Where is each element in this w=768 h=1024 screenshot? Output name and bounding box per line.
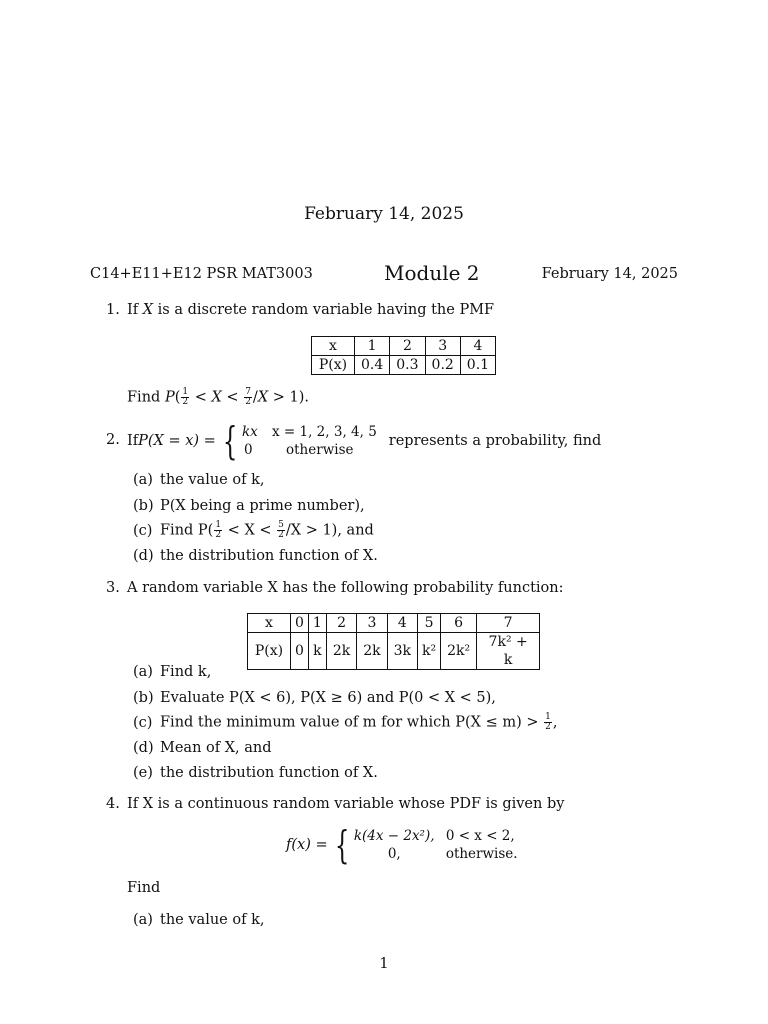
question-2-number: 2. [106, 432, 120, 448]
piecewise-cases: k(4x − 2x²), 0 < x < 2, 0, otherwise. [353, 828, 518, 862]
table-cell: 3k [387, 633, 417, 670]
sub-text: Evaluate P(X < 6), P(X ≥ 6) and P(0 < X < 5), [160, 690, 496, 706]
sub-label: (e) [133, 765, 153, 781]
question-4-pdf: f(x) = { k(4x − 2x²), 0 < x < 2, 0, otherwise. [286, 823, 518, 867]
table-cell: 6 [441, 614, 477, 633]
sub-text: the distribution function of X. [160, 548, 378, 564]
fraction: $\frac{1}{2}$ [215, 520, 222, 540]
table-cell: 0.4 [355, 356, 390, 375]
sub-label: (a) [133, 664, 153, 680]
question-1-pmf-table [311, 336, 496, 375]
table-cell: 0.3 [390, 356, 425, 375]
table-cell: 7 [477, 614, 540, 633]
sub-text: Find P( $\frac{1}{2}$ < X < $\frac{5}{2}$ /X > 1), and [160, 520, 374, 540]
fraction: $\frac{1}{2}$ [545, 712, 551, 732]
document-date: February 14, 2025 [304, 204, 464, 224]
table-cell: k [308, 633, 326, 670]
table-cell: 1 [308, 614, 326, 633]
table-cell: k² [418, 633, 441, 670]
table-row [312, 356, 496, 375]
sub-label: (d) [133, 548, 154, 564]
sub-label: (a) [133, 912, 153, 928]
question-3-number: 3. [106, 580, 120, 596]
module-title: Module 2 [384, 261, 480, 285]
sub-label: (c) [133, 715, 153, 731]
table-cell: 4 [460, 337, 495, 356]
sub-text: Mean of X, and [160, 740, 272, 756]
question-3-text: A random variable X has the following probability function: [127, 580, 564, 596]
fraction: $\frac{5}{2}$ [278, 520, 284, 540]
table-cell: 0.2 [425, 356, 460, 375]
table-cell: 2 [326, 614, 356, 633]
table-cell: 2k² [441, 633, 477, 670]
table-cell: x [248, 614, 291, 633]
question-4-number: 4. [106, 796, 120, 812]
sub-text: P(X being a prime number), [160, 498, 365, 514]
table-cell: 3 [425, 337, 460, 356]
table-cell: 5 [418, 614, 441, 633]
course-code: C14+E11+E12 PSR MAT3003 [90, 266, 313, 282]
left-brace-icon: { [222, 419, 238, 463]
sub-text: Find the minimum value of m for which P(X ≤ m) > $\frac{1}{2}$ , [160, 712, 558, 732]
table-cell: 4 [387, 614, 417, 633]
sub-label: (d) [133, 740, 154, 756]
sub-label: (a) [133, 472, 153, 488]
table-cell: 7k² + k [477, 633, 540, 670]
table-cell: 2 [390, 337, 425, 356]
question-4-text: If X is a continuous random variable whose PDF is given by [127, 796, 565, 812]
question-1-find: Find P( $\frac{1}{2}$ < X < $\frac{7}{2}$ /X > 1). [127, 387, 309, 407]
sub-label: (c) [133, 523, 153, 539]
table-cell: P(x) [312, 356, 355, 375]
question-1-number: 1. [106, 302, 120, 318]
sub-text: the distribution function of X. [160, 765, 378, 781]
sub-label: (b) [133, 498, 154, 514]
table-cell: 3 [357, 614, 387, 633]
table-row [248, 633, 540, 670]
table-row [312, 337, 496, 356]
table-cell: x [312, 337, 355, 356]
header-date: February 14, 2025 [541, 266, 678, 282]
question-4-find: Find [127, 880, 161, 896]
sub-text: the value of k, [160, 912, 265, 928]
table-cell: 0 [291, 614, 309, 633]
question-1-text: If X is a discrete random variable having the PMF [127, 302, 495, 318]
table-cell: P(x) [248, 633, 291, 670]
piecewise-cases: kx x = 1, 2, 3, 4, 5 0 otherwise [242, 424, 377, 458]
sub-text: the value of k, [160, 472, 265, 488]
left-brace-icon: { [334, 823, 349, 867]
table-cell: 0.1 [460, 356, 495, 375]
table-cell: 2k [326, 633, 356, 670]
table-cell: 0 [291, 633, 309, 670]
fraction: $\frac{1}{2}$ [182, 387, 189, 407]
question-3-pmf-table [247, 613, 540, 670]
sub-label: (b) [133, 690, 154, 706]
page-number: 1 [379, 956, 389, 972]
sub-text: Find k, [160, 664, 212, 680]
table-cell: 2k [357, 633, 387, 670]
table-cell: 1 [355, 337, 390, 356]
table-row [248, 614, 540, 633]
question-2-text: If P(X = x) = { kx x = 1, 2, 3, 4, 5 0 otherwise represents a probability, find [127, 419, 602, 463]
fraction: $\frac{7}{2}$ [245, 387, 251, 407]
